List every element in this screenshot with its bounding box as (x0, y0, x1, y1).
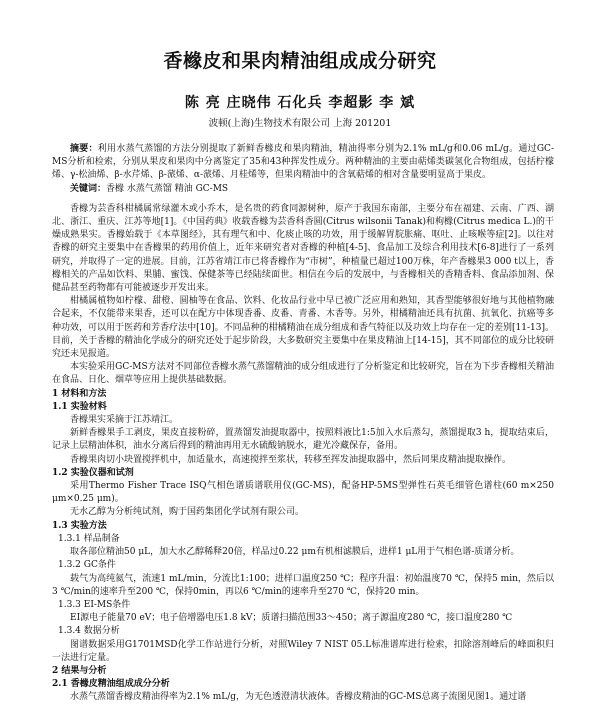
section-heading: 2 结果与分析 (52, 665, 107, 676)
paper-title: 香橼皮和果肉精油组成成分研究 (163, 50, 437, 72)
author-list: 陈 亮 庄晓伟 石化兵 李超影 李 斌 (184, 95, 416, 111)
keywords (52, 183, 554, 196)
body-paragraph: 采用Thermo Fisher Trace ISQ气相色谱质谱联用仪(GC-MS)，配备HP-5MS型弹性石英毛细管色谱柱(60 m×250 μm×0.25 μm)。 (52, 481, 554, 505)
affiliation: 波顿(上海)生物技术有限公司 上海 201201 (208, 118, 392, 129)
body-paragraph: 取各部位精油50 μL，加大水乙醇稀释20倍，样品过0.22 μm有机相滤膜后，进样1 μL用于气相色谱-质谱分析。 (70, 547, 520, 558)
body-paragraph: 新鲜香橼果手工剥皮，果皮直接粉碎，置蒸馏发油提取器中，按照料液比1:5加入水后蒸勾，蒸馏提取3 h，提取结束后，记录上层精油体积，油水分离后得到的精油再用无水硫酸钠脱水，避光冷藏保存，备用。 (52, 428, 554, 452)
subsubsection-heading: 1.3.3 EI-MS条件 (58, 599, 131, 610)
subsubsection-heading: 1.3.2 GC条件 (58, 560, 116, 571)
subsection-heading: 2.1 香橼皮精油组成成分分析 (52, 679, 170, 690)
intro-paragraph: 本实验采用GC-MS方法对不同部位香橼水蒸气蒸馏精油的成分组成进行了分析鉴定和比较研究，旨在为下步香橼相关精油在食品、日化、烟草等应用上提供基础数据。 (52, 362, 554, 386)
section-heading: 1 材料和方法 (52, 388, 107, 399)
body-paragraph: EI源电子能量70 eV；电子倍增器电压1.8 kV；质谱扫描范围33～450；离子源温度280 ℃，接口温度280 ℃ (70, 613, 513, 624)
body-paragraph: 香橼果肉切小块置搅拌机中，加适量水，高速搅拌至浆状，转移至挥发油提取器中，然后同果皮精油提取操作。 (70, 454, 512, 465)
intro-paragraph: 香橼为芸香科柑橘属常绿灌木或小乔木，是名贵的药食同源树种，原产于我国东南部，主要分布在福建、云南、广西、湖北、浙江、重庆、江苏等地[1]。《中国药典》收载香橼为芸香科香圆(Citrus wilsonii Tanak)和枸橼(Citrus medica L.)的干燥成熟果实。香橼始载于《本草图经》，其有理气和中、化痰止咳的功效，用于缓解胃脘胀痛、呕吐、止咳喉等症[2]。以往对香橼的研究主要集中在香橼果的药用价值上，近年来研究者对香橼的种植[4-5]、食品加工及综合利用技术[6-8]进行了一系列研究，并取得了一定的进展。目前，江苏省靖江市已将香橼作为“市树”，种植量已超过100万株，年产香橼果3 000 t以上，香橼相关的产品如饮料、果脯、蜜饯、保健茶等已经陆续面世。相信在今后的发展中，与香橼相关的香精香料、食品添加剂、保健品甚至药物都有可能被逐步开发出来。 (52, 203, 554, 294)
subsubsection-heading: 1.3.1 样品制备 (58, 533, 120, 544)
subsubsection-heading: 1.3.4 数据分析 (58, 626, 120, 637)
subsection-heading: 1.2 实验仪器和试剂 (52, 467, 134, 478)
body-paragraph: 载气为高纯氦气，流速1 mL/min，分流比1:100；进样口温度250 ℃；程序升温：初始温度70 ℃，保持5 min，然后以3 ℃/min的速率升至200 ℃，保持0min，再以6 ℃/min的速率升至270 ℃，保持20 min。 (52, 573, 554, 597)
body-paragraph: 水蒸气蒸馏香橼皮精油得率为2.1% mL/g，为无色透澄清状液体。香橼皮精油的GC-MS总离子流图见图1。通过谱 (70, 692, 527, 703)
subsection-heading: 1.1 实验材料 (52, 401, 107, 412)
body-paragraph: 香橼果实采摘于江苏靖江。 (70, 415, 179, 426)
keywords-text: 香橼 水蒸气蒸馏 精油 GC-MS (106, 183, 229, 194)
body-paragraph: 无水乙醇为分析纯试剂，购于国药集团化学试剂有限公司。 (70, 507, 305, 518)
body-paragraph: 图谱数据采用G1701MSD化学工作站进行分析，对照Wiley 7 NIST 05.L标准谱库进行检索，扣除溶剂峰后的峰面积归一法进行定量。 (52, 639, 554, 663)
subsection-heading: 1.3 实验方法 (52, 520, 107, 531)
abstract-text: 利用水蒸气蒸馏的方法分别提取了新鲜香橼皮和果肉精油，精油得率分别为2.1% mL/g和0.06 mL/g。通过GC-MS分析和检索，分别从果皮和果肉中分离鉴定了35和43种挥发性成分。两种精油的主要由萜烯类碳氢化合物组成，包括柠檬烯、γ-松油烯、β-水芹烯、β-蒎烯、α-蒎烯、月桂烯等，但果肉精油中的含氧萜烯的相对含量要明显高于果皮。 (52, 144, 554, 181)
keywords-label: 关键词： (70, 183, 107, 194)
intro-paragraph: 柑橘属植物如柠檬、甜橙、圆柚等在食品、饮料、化妆品行业中早已被广泛应用和熟知，其香型能够很好地与其他植物融合起来，不仅能带来果香，还可以在配方中体现香番、皮番、青番、木香等。另外，柑橘精油还具有抗菌、抗氧化、抗癌等多种功效，可以用于医药和芳香疗法中[10]。不同品种的柑橘精油在成分组成和香气特征以及功效上均存在一定的差别[11-13]。目前，关于香橼的精油化学成分的研究还处于起步阶段，大多数研究主要集中在果皮精油上[14-15]，其不同部位的成分比较研究还未见报道。 (52, 296, 554, 360)
paper-body (52, 143, 554, 705)
section-gap (52, 196, 554, 203)
abstract-label: 摘要： (70, 144, 98, 154)
abstract (52, 143, 554, 183)
